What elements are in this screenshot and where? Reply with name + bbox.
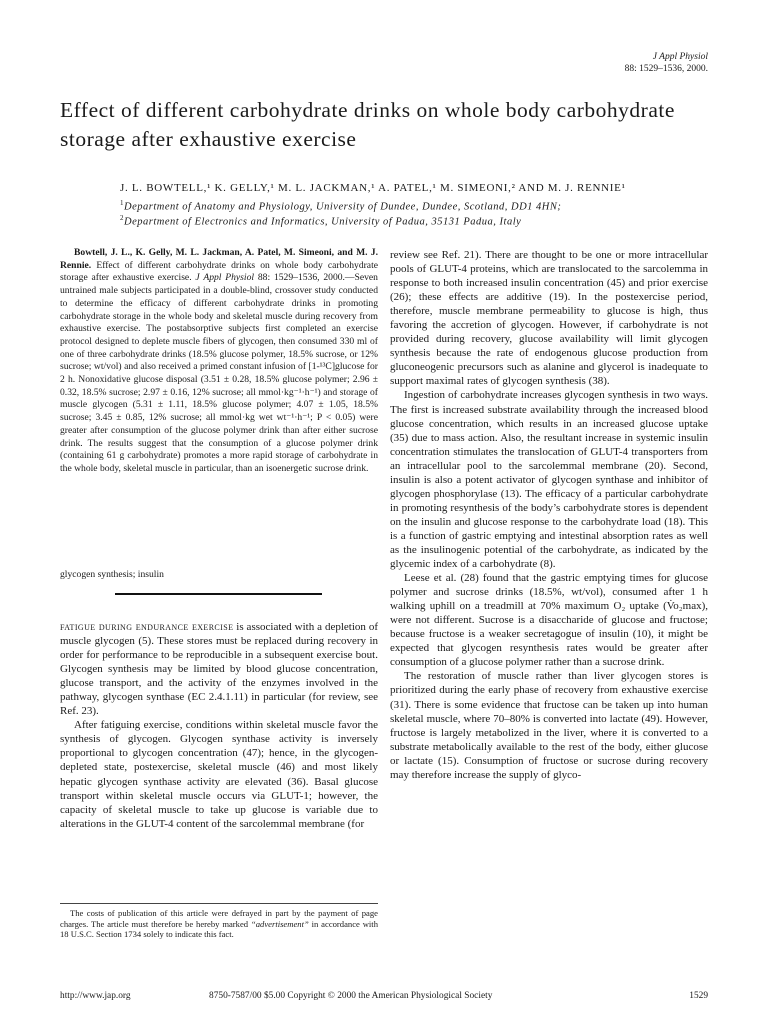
article-title: Effect of different carbohydrate drinks on whole body carbohydrate storage after exhaustive exercise	[60, 98, 675, 151]
intro-paragraph-1	[60, 620, 378, 718]
section-divider	[115, 593, 322, 595]
right-paragraph-1: review see Ref. 21). There are thought to be one or more intracellular pools of GLUT-4 proteins, which are translocated to the sarcolemma in response to both increased insulin concentration (45) and prior exercise (26); these effects are additive (19). In the postexercise period, therefore, muscle membrane permeability to glucose is high, thus favoring the accretion of glycogen. However, if carbohydrate is not provided during recovery, glucose availability will limit glycogen synthesis because the rate of endogenous glucose production from gluconeogenic precursors such as alanine and glycerol is inadequate to support maximal rates of glycogen synthesis (38).	[390, 249, 708, 388]
footnote-text-b: in accordance with 18 U.S.C. Section 1734 solely to indicate this fact.	[60, 918, 378, 940]
abstract-title-ref: Effect of different carbohydrate drinks on whole body carbohydrate storage after exhaustive exercise.	[60, 259, 378, 284]
running-head-citation: 88: 1529–1536, 2000.	[624, 64, 708, 74]
intro-paragraph-1-text: is associated with a depletion of muscle glycogen (5). These stores must be replaced during recovery in order for performance to be reproducible in a subsequent exercise bout. Glycogen synthesis may be limited by blood glucose concentration, glucose transport, and the activity of the enzymes involved in the pathway, glycogen synthase (EC 2.4.1.11) in particular (for review, see Ref. 23).	[60, 621, 378, 718]
intro-paragraph-2: After fatiguing exercise, conditions within skeletal muscle favor the synthesis of glycogen. Glycogen synthase activity is inversely proportional to glycogen concentration (47); hence, in the glycogen-depleted state, postexercise, skeletal muscle (46) and most likely hepatic glycogen synthase activity are elevated (36). Basal glucose transport within skeletal muscle occurs via GLUT-1; however, the capacity of skeletal muscle to take up glucose is variable due to alterations in the GLUT-4 content of the sarcolemmal membrane (for	[60, 719, 378, 830]
abstract	[60, 247, 378, 476]
affiliation-1-mark: 1	[120, 199, 124, 207]
right-paragraph-4: The restoration of muscle rather than liver glycogen stores is prioritized during the early phase of recovery from exhaustive exercise (31). There is some evidence that fructose can be taken up into human skeletal muscle, where 70–80% is converted into lactate (49). However, fructose is largely metabolized in the liver, where it is converted to a substrate metabolically available to the rest of the body, either glucose or lactate (15). Consumption of fructose or sucrose during recovery may therefore increase the supply of glyco-	[390, 670, 708, 781]
keywords: glycogen synthesis; insulin	[60, 569, 164, 580]
affiliation-2-mark: 2	[120, 214, 124, 222]
footnote-text-a: The costs of publication of this article were defrayed in part by the payment of page charges. The article must therefore be hereby marked	[60, 908, 378, 929]
running-head-journal: J Appl Physiol	[652, 52, 708, 62]
abstract-journal: J Appl Physiol	[195, 272, 255, 284]
intro-lead-smallcaps: fatigue during endurance exercise	[60, 621, 234, 633]
affiliation-2-text: Department of Electronics and Informatics, University of Padua, 35131 Padua, Italy	[124, 216, 522, 228]
right-paragraph-2: Ingestion of carbohydrate increases glycogen synthesis in two ways. The first is increased substrate availability through the increased blood glucose concentration, which results in an increased glucose uptake (35) due to mass action. Also, the resultant increase in systemic insulin concentration stimulates the translocation of GLUT-4 transporters from an intracellular pool to the sarcolemmal membrane (20). Second, insulin is also a potent activator of glycogen synthase and inhibitor of glycogen phosphorylase (13). The efficacy of a particular carbohydrate in promoting resynthesis of the body’s carbohydrate stores is dependent on the insulin and glucose response to the carbohydrate load (18). This is a function of gastric emptying and intestinal absorption rates as well as the insulinogenic potential of the carbohydrate, as indicated by the glycemic index of a carbohydrate (8).	[390, 389, 708, 571]
abstract-citation: 88: 1529–1536, 2000.—	[257, 272, 355, 284]
affiliation-2	[120, 211, 720, 230]
journal-url[interactable]: http://www.jap.org	[60, 991, 131, 1001]
footnote	[60, 908, 378, 940]
copyright-notice: 8750-7587/00 $5.00 Copyright © 2000 the American Physiological Society	[209, 991, 493, 1001]
left-column-body	[60, 620, 378, 831]
footnote-divider	[60, 903, 378, 904]
abstract-authors: Bowtell, J. L., K. Gelly, M. L. Jackman, A. Patel, M. Simeoni, and M. J. Rennie.	[60, 247, 378, 271]
abstract-body: Seven untrained male subjects participated in a double-blind, crossover study conducted to determine the efficacy of different carbohydrate drinks in promoting carbohydrate storage in the whole body and skeletal muscle during recovery from exhaustive exercise. The postabsorptive subjects first completed an exercise protocol designed to deplete muscle fibers of glycogen, then consumed 330 ml of one of three carbohydrate drinks (18.5% glucose polymer, 18.5% sucrose, or 12% sucrose; wt/vol) and also received a primed constant infusion of [1-¹³C]glucose for 2 h. Nonoxidative glucose disposal (3.51 ± 0.28, 18.5% glucose polymer; 2.96 ± 0.32, 18.5% sucrose; 2.97 ± 0.16, 12% sucrose; all mmol·kg⁻¹·h⁻¹) and storage of muscle glycogen (5.31 ± 1.11, 18.5% glucose polymer; 4.07 ± 1.05, 18.5% sucrose; 3.45 ± 0.85, 12% sucrose; all mmol·kg wet wt⁻¹·h⁻¹; P < 0.05) were greater after consumption of the glucose polymer drink than after either sucrose drink. The results suggest that the consumption of a glucose polymer drink (containing 61 g carbohydrate) promotes a more rapid storage of carbohydrate in the whole body, skeletal muscle in particular, than an isoenergetic sucrose drink.	[60, 272, 378, 474]
right-column-body	[390, 248, 708, 782]
page-number: 1529	[689, 991, 708, 1001]
affiliation-1-text: Department of Anatomy and Physiology, University of Dundee, Dundee, Scotland, DD1 4HN;	[124, 201, 562, 213]
footnote-advertisement: “advertisement”	[250, 918, 309, 929]
running-head	[625, 51, 708, 75]
right-paragraph-3: Leese et al. (28) found that the gastric emptying times for glucose polymer and sucrose drinks (18.5%, wt/vol), consumed after 1 h walking uphill on a treadmill at 70% maximum O₂ uptake (V̇o₂max), were not different. Sucrose is a disaccharide of glucose and fructose; because fructose is a weaker secretagogue of insulin (10), it might be expected that glycogen resynthesis rates would be greater after consumption of a glucose polymer rather than a sucrose drink.	[390, 572, 708, 669]
author-list: J. L. BOWTELL,¹ K. GELLY,¹ M. L. JACKMAN,¹ A. PATEL,¹ M. SIMEONI,² AND M. J. RENNIE¹	[120, 182, 626, 194]
